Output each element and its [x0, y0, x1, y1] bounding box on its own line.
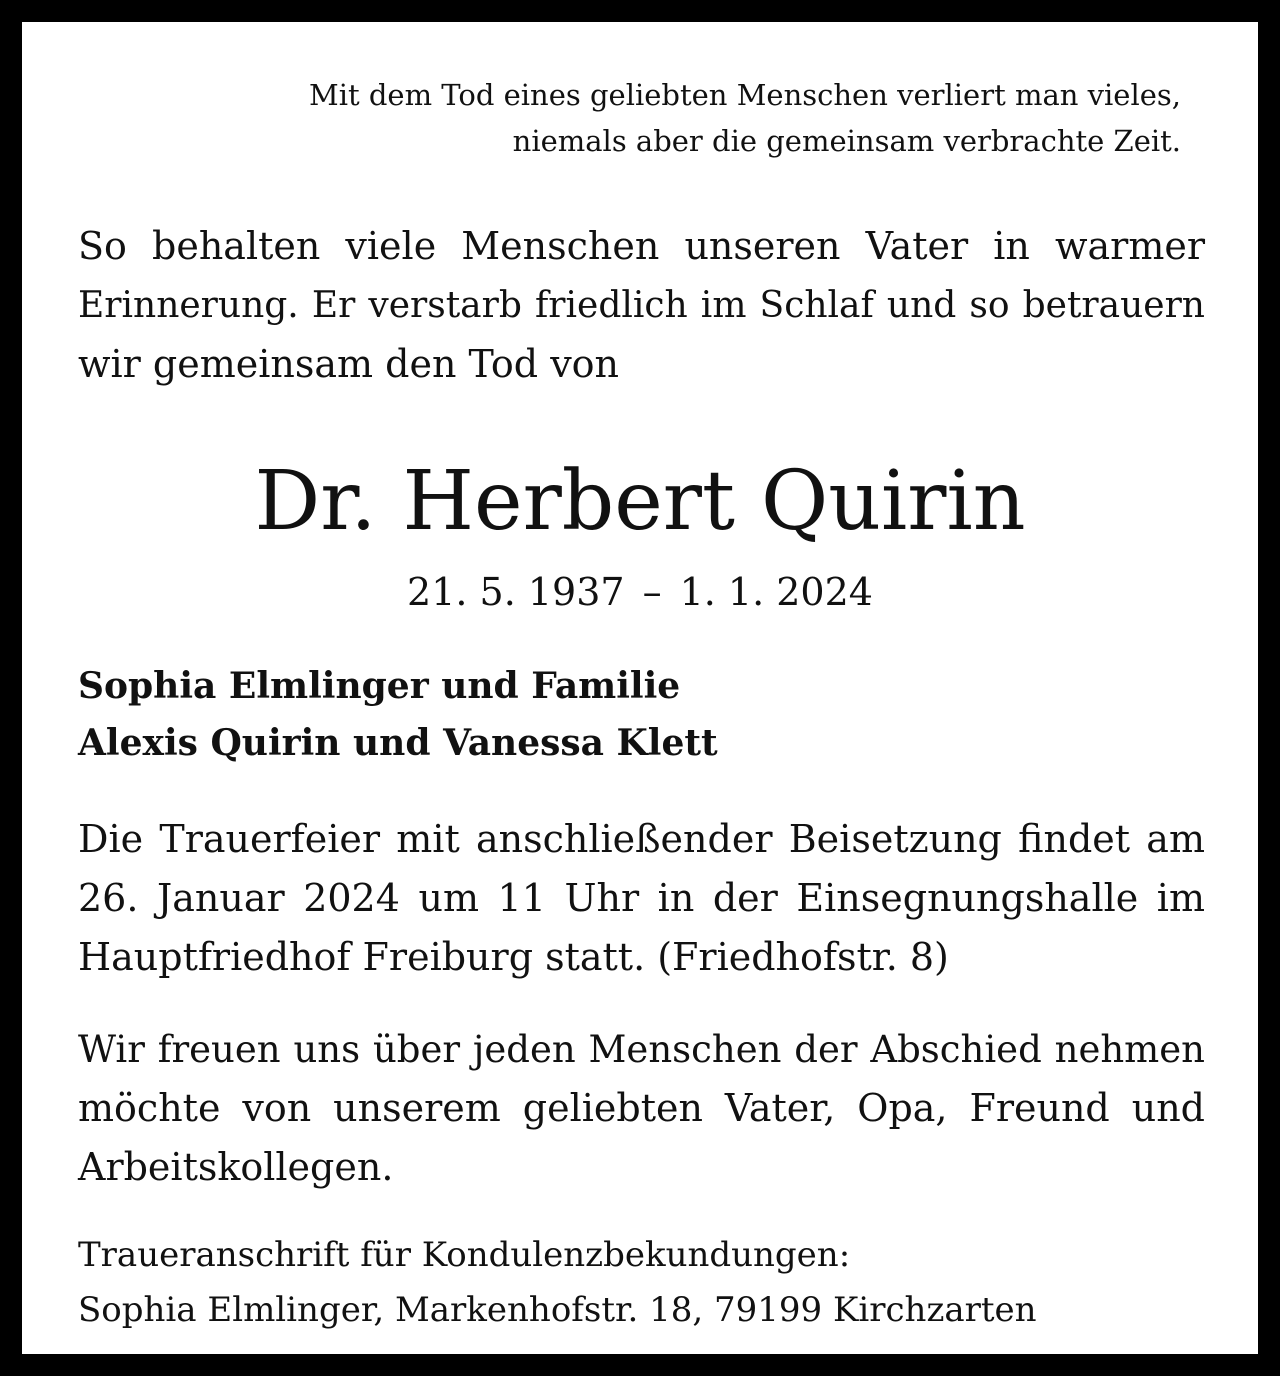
service-line: Hauptfriedhof Freiburg statt. (Friedhofstr. 8) — [78, 935, 949, 979]
service-line: 26. Januar 2024 um 11 Uhr in der Einsegnungshalle im — [78, 876, 1205, 920]
motto-line: niemals aber die gemeinsam verbrachte Zeit. — [512, 124, 1181, 158]
closing-paragraph — [78, 1020, 1205, 1197]
intro-paragraph — [78, 217, 1205, 394]
mourner-line: Sophia Elmlinger und Familie — [78, 665, 681, 707]
mourner-line: Alexis Quirin und Vanessa Klett — [78, 722, 718, 764]
deceased-name-text: Dr. Herbert Quirin — [254, 454, 1026, 549]
motto-line: Mit dem Tod eines geliebten Menschen verliert man vieles, — [309, 78, 1181, 112]
intro-line: Erinnerung. Er verstarb friedlich im Schlaf und so betrauern — [78, 285, 1205, 326]
obituary-notice — [22, 22, 1258, 1354]
closing-line: Arbeitskollegen. — [78, 1145, 394, 1189]
intro-line: So behalten viele Menschen unseren Vater in warmer — [78, 224, 1205, 268]
mourners-list — [78, 658, 718, 772]
closing-line: Wir freuen uns über jeden Menschen der Abschied nehmen — [78, 1028, 1205, 1071]
deceased-name — [22, 452, 1258, 552]
motto-quote — [181, 72, 1181, 164]
condolence-address — [78, 1228, 1037, 1338]
address-label: Traueranschrift für Kondulenzbekundungen: — [78, 1235, 851, 1275]
service-line: Die Trauerfeier mit anschließender Beisetzung findet am — [78, 817, 1205, 861]
life-dates — [22, 562, 1258, 622]
death-date: 1. 1. 2024 — [679, 570, 873, 614]
closing-line: möchte von unserem geliebten Vater, Opa, Freund und — [78, 1086, 1205, 1130]
date-separator: – — [642, 570, 662, 614]
birth-date: 21. 5. 1937 — [407, 570, 625, 614]
service-paragraph — [78, 810, 1205, 987]
address-line: Sophia Elmlinger, Markenhofstr. 18, 79199 Kirchzarten — [78, 1290, 1037, 1330]
intro-line: wir gemeinsam den Tod von — [78, 342, 620, 386]
